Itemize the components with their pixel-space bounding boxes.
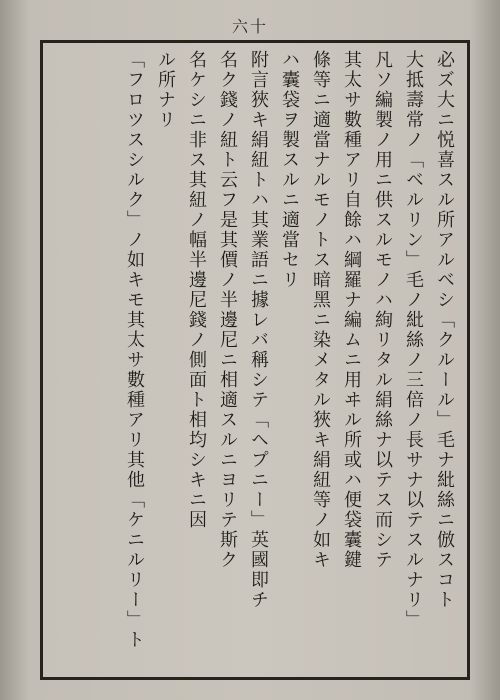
text-line-1: 必ズ大ニ悦喜スル所アルベシ「クルール」毛ナ紕絲ニ倣スコト xyxy=(434,50,455,610)
text-line-10: ル所ナリ xyxy=(155,50,176,130)
text-line-2: 大抵壽常ノ「ベルリン」毛ノ紕絲ノ三倍ノ長サナ以テスルナリ」 xyxy=(403,50,424,630)
text-line-5: 條等ニ適當ナルモノトス暗黑ニ染メタル狹キ絹紐等ノ如キ xyxy=(310,50,331,570)
text-line-7: 附言狹キ絹紐トハ其業語ニ據レバ稱シテ「ヘプニー」英國即チ xyxy=(248,50,269,610)
page-number: 六十 xyxy=(231,17,268,36)
text-line-3: 凡ソ編製ノ用ニ供スルモノハ絢リタル絹絲ナ以テス而シテ xyxy=(372,50,393,570)
text-line-9: 名ケシニ非ス其紐ノ幅半邊尼錢ノ側面ト相均シキニ因 xyxy=(186,50,207,530)
text-line-6: ハ囊袋ヲ製スルニ適當セリ xyxy=(279,50,300,290)
text-line-8: 名ク錢ノ紐ト云フ是其價ノ半邊尼ニ相適スルニヨリテ斯ク xyxy=(217,50,238,570)
vertical-text-block xyxy=(50,50,460,670)
text-line-4: 其太サ數種アリ自餘ハ綱羅ナ編ムニ用ヰル所或ハ便袋囊鍵 xyxy=(341,50,362,570)
text-line-11: 「フロツスシルク」ノ如キモ其太サ數種アリ其他「ケニルリー」ト xyxy=(124,50,145,650)
